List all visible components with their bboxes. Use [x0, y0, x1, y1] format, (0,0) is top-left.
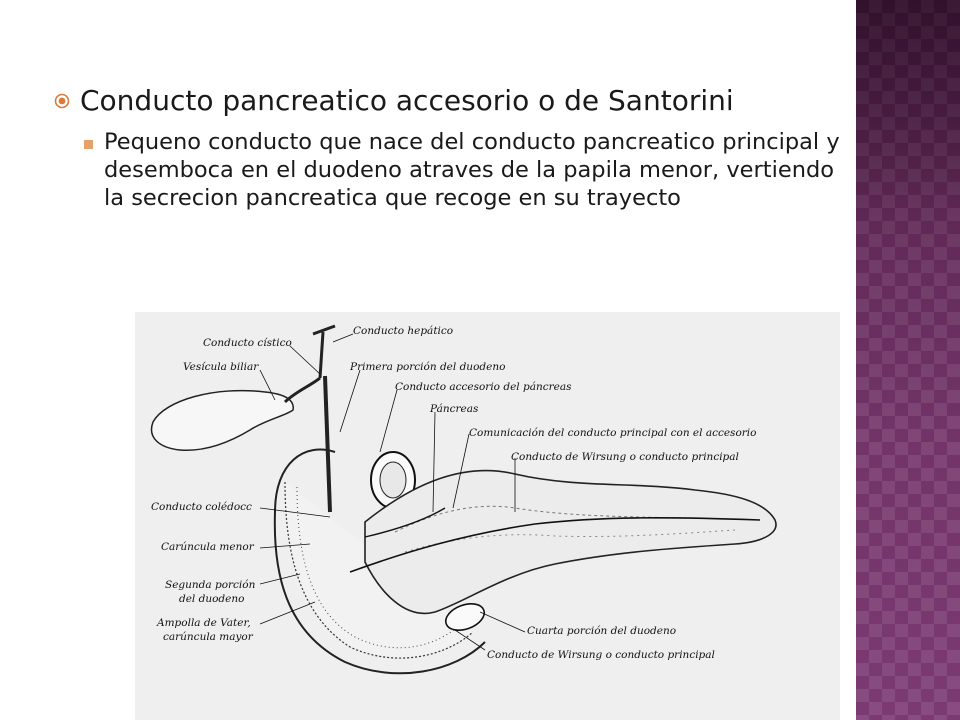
label-wirsung-top: Conducto de Wirsung o conducto principal — [511, 451, 739, 463]
slide-body-text: Pequeno conducto que nace del conducto pancreatico principal y desemboca en el duodeno atraves de la papila menor, vertiendo la secrecion pancreatica que recoge en su trayecto — [104, 129, 840, 211]
label-ampolla-1: Ampolla de Vater, — [157, 617, 251, 629]
circle-bullet-icon — [54, 93, 70, 109]
label-conducto-cistico: Conducto cístico — [203, 337, 292, 349]
bullet-level-1 — [54, 82, 854, 120]
anatomy-drawing — [135, 312, 840, 720]
slide-heading: Conducto pancreatico accesorio o de Santorini — [80, 84, 734, 117]
label-comunicacion: Comunicación del conducto principal con el accesorio — [469, 427, 757, 439]
label-wirsung-bottom: Conducto de Wirsung o conducto principal — [487, 649, 715, 661]
label-pancreas: Páncreas — [430, 403, 479, 415]
label-segunda-porcion-1: Segunda porción — [165, 579, 256, 591]
label-ampolla-2: carúncula mayor — [163, 631, 253, 643]
label-caruncula-menor: Carúncula menor — [161, 541, 254, 553]
label-segunda-porcion-2: del duodeno — [179, 593, 245, 605]
decorative-band — [856, 0, 960, 720]
bullet-level-2 — [84, 128, 854, 212]
square-bullet-icon — [84, 140, 93, 149]
label-coledoco: Conducto colédocc — [151, 501, 252, 513]
label-cuarta-porcion: Cuarta porción del duodeno — [527, 625, 677, 637]
label-conducto-hepatico: Conducto hepático — [353, 325, 454, 337]
label-conducto-accesorio: Conducto accesorio del páncreas — [395, 381, 572, 393]
label-vesicula-biliar: Vesícula biliar — [183, 361, 259, 373]
label-primera-porcion: Primera porción del duodeno — [350, 361, 506, 373]
pancreas-anatomy-figure — [135, 312, 840, 720]
